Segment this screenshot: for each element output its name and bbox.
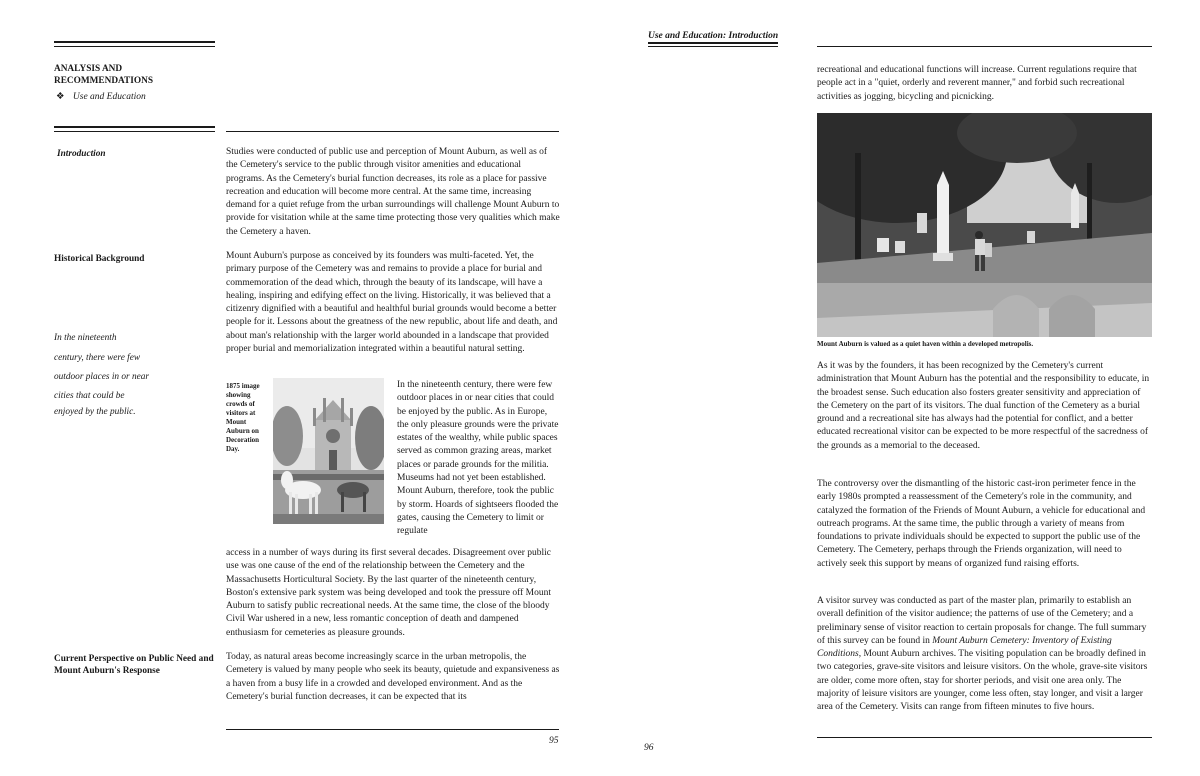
cemetery-photo [817, 113, 1152, 337]
pull-quote-line: outdoor places in or near [54, 372, 150, 382]
section-rule-thin [54, 131, 215, 132]
intro-paragraph: Studies were conducted of public use and perception of Mount Auburn, as well as of the Cemetery's service to the public through visitor amenities and educational programs. As the Cemetery's burial function decreases, its role as a place for passive recreation and education will become more central. At the same time, increasing demand for a quiet refuge from the urban surroundings will challenge Mount Auburn to provide for visitation while at the same time protecting those very qualities which make the Cemetery a haven. [226, 147, 560, 237]
right-paragraph-3 [817, 595, 1153, 715]
right-top-paragraph: recreational and educational functions will increase. Current regulations require that people act in a "quiet, orderly and reverent manner," and forbid such recreational activities as jogging, bicycling and picnicking. [817, 65, 1137, 102]
right-top-rule [817, 46, 1152, 47]
diamond-bullet-icon: ❖ [56, 92, 65, 102]
page-number-right: 96 [644, 743, 654, 753]
subsection-line [56, 91, 146, 102]
page-number-left: 95 [549, 736, 559, 746]
right-footer-rule [817, 737, 1152, 738]
section-label: ANALYSIS AND [54, 64, 123, 74]
wrap-paragraph: In the nineteenth century, there were few outdoor places in or near cities that could be enjoyed by the public. As in Europe, the only pleasure grounds were the private estates of the wealthy, while public spaces served as common grazing areas, market places or parade grounds for the militia. Museums had not yet been established. Mount Auburn, therefore, took the public by storm. Hoards of sightseers flooded the gates, causing the Cemetery to limit or regulate [397, 380, 559, 537]
para3-book-title: Mount Auburn Cemetery: Inventory of Existing Conditions, [817, 635, 1112, 660]
pull-quote-line: century, there were few [54, 353, 141, 363]
subsection-title: Use and Education [72, 92, 146, 102]
cemetery-photo-caption: Mount Auburn is valued as a quiet haven within a developed metropolis. [817, 340, 1034, 348]
heading-historical-background: Historical Background [54, 254, 145, 264]
right-paragraph-1: As it was by the founders, it has been recognized by the Cemetery's current administration that Mount Auburn has the potential and the responsibility to educate, in the broadest sense. Such education also fosters greater sensitivity and appreciation of the Cemetery on the part of its visitors. The dual function of the Cemetery as a burial ground and a recreational site has always had the potential for conflict, and a better educated recreational visitor can be expected to be more respectful of the sacredness of the grounds as a memorial to the deceased. [817, 361, 1150, 451]
historical-photo [273, 378, 384, 524]
header-rule-thin [54, 46, 215, 47]
para3-text-a: A visitor survey was conducted as part of the master plan, primarily to establish an overall definition of the visitor audience; the patterns of use of the Cemetery; and a preliminary sense of visitor reaction to certain proposals for change. The full summary of this survey can be found in [817, 596, 1147, 646]
current-paragraph: Today, as natural areas become increasingly scarce in the urban metropolis, the Cemetery is valued by many people who seek its beauty, quietude and expansiveness as a haven from a busy life in a crowded and developed environment. And as the Cemetery's burial function decreases, it can be expected that its [226, 652, 560, 702]
running-header-rule-thin [648, 46, 778, 47]
historical-photo-caption: 1875 image showing crowds of visitors at Mount Auburn on Decoration Day. [226, 382, 260, 453]
footer-rule [226, 729, 559, 730]
running-header-rule-thick [648, 42, 778, 44]
section-label-2: RECOMMENDATIONS [54, 76, 153, 86]
section-rule-thick [54, 126, 215, 128]
body-top-rule [226, 131, 559, 132]
pull-quote-line: cities that could be [54, 391, 125, 401]
right-paragraph-2: The controversy over the dismantling of the historic cast-iron perimeter fence in the early 1980s prompted a reassessment of the Cemetery's role in the community, and catalyzed the formation of the Friends of Mount Auburn, a vehicle for educational and outreach programs. At the same time, the public through a variety of means from foundations to private individuals should be expected to support the public use of the Cemetery. The Cemetery, perhaps through the Friends organization, will need to actively seek this support by means of organized fund raising efforts. [817, 479, 1146, 569]
heading-current-perspective: Current Perspective on Public Need and Mount Auburn's Response [54, 654, 214, 676]
pull-quote-line: enjoyed by the public. [54, 407, 136, 417]
running-header: Use and Education: Introduction [648, 31, 779, 41]
para3-text-b: Mount Auburn archives. The visiting population can be broadly defined in two categories, grave-site visitors and leisure visitors. On the whole, grave-site visitors are older, come more often, stay for shorter periods, and visit one area only. The majority of leisure visitors are younger, come less often, stay longer, and visit a larger area of the Cemetery. Visits can range from fifteen minutes to five hours. [817, 649, 1148, 713]
continued-paragraph: access in a number of ways during its first several decades. Disagreement over public use was one cause of the end of the relationship between the Cemetery and the Massachusetts Horticultural Society. By the last quarter of the nineteenth century, Boston's extensive park system was being developed and took the pressure off Mount Auburn to satisfy public recreational needs. At the same time, the close of the bloody Civil War ushered in a new, less romantic conception of death and dampened enthusiasm for cemeteries as pleasure grounds. [226, 548, 552, 638]
chapel-and-horses-illustration [273, 378, 384, 524]
historical-paragraph: Mount Auburn's purpose as conceived by its founders was multi-faceted. Yet, the primary purpose of the Cemetery was and remains to provide a place for burial and commemoration of the dead which, through the beauty of its landscape, will have a healing, inspiring and edifying effect on the living. Historically, it was believed that a citizenry dignified with a beautiful and healthful burial grounds would become a better people for it. Lessons about the greatness of the new republic, about life and death, and about man's relationship with the larger world abounded in a landscape that provided proper burial and memorialization integrated within a beautiful natural setting. [226, 251, 558, 355]
heading-introduction: Introduction [57, 149, 106, 159]
header-rule-thick [54, 41, 215, 43]
pull-quote-line: In the nineteenth [54, 333, 117, 343]
cemetery-landscape-illustration [817, 113, 1152, 337]
